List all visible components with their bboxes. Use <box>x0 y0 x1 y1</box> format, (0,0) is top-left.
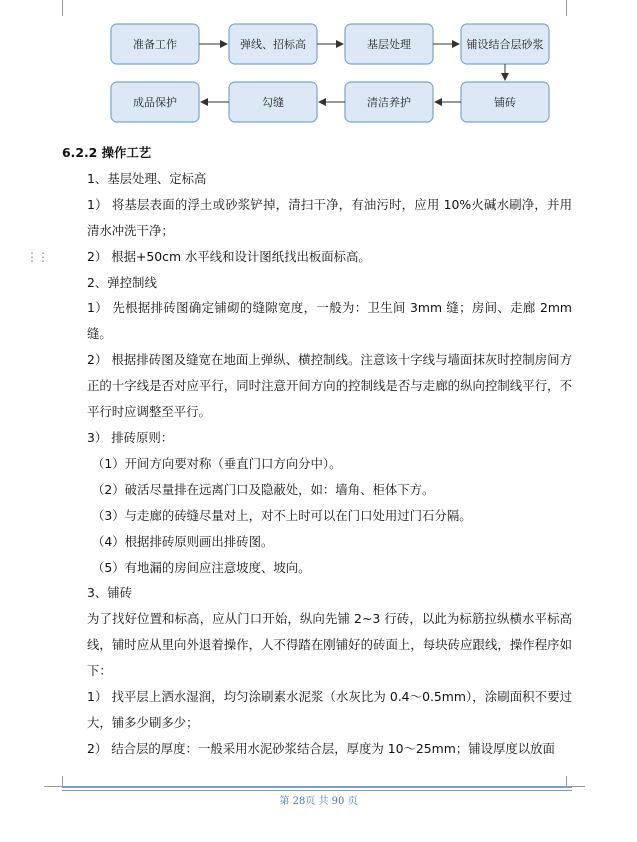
paragraph: 1、基层处理、定标高 <box>87 170 207 186</box>
flow-node-label: 勾缝 <box>262 96 284 109</box>
flow-node-label: 弹线、招标高 <box>240 38 306 51</box>
paragraph: 2） 根据+50cm 水平线和设计图纸找出板面标高。 <box>87 248 371 264</box>
flow-node-protection <box>111 82 199 122</box>
paragraph: 1） 先根据排砖图确定铺砌的缝隙宽度，一般为：卫生间 3mm 缝；房间、走廊 2mm 缝。 <box>87 300 572 342</box>
flow-node-base-treatment <box>345 24 433 64</box>
flow-node-line-marking <box>229 24 317 64</box>
flow-node-grouting <box>229 82 317 122</box>
process-flowchart <box>0 0 637 140</box>
corner-mark-bottom-left <box>44 776 63 787</box>
paragraph: 3、铺砖 <box>87 585 133 601</box>
page-number: 第 28页 共 90 页 <box>279 796 358 807</box>
flow-node-label: 铺砖 <box>494 96 516 109</box>
paragraph: 1） 将基层表面的浮土或砂浆铲掉，清扫干净，有油污时，应用 10%火碱水刷净，并用清水冲洗干净； <box>87 196 572 238</box>
flow-node-lay-tiles <box>461 82 549 122</box>
flow-node-clean-cure <box>345 82 433 122</box>
paragraph: 2） 结合层的厚度：一般采用水泥砂浆结合层，厚度为 10～25mm；铺设厚度以放面 <box>87 740 555 756</box>
list-item: （2）破活尽量排在远离门口及隐蔽处，如：墙角、柜体下方。 <box>92 481 435 497</box>
flow-node-bonding-mortar <box>461 24 549 64</box>
footer-rule <box>62 786 572 788</box>
paragraph: 2、弹控制线 <box>87 274 157 290</box>
list-item: （1）开间方向要对称（垂直门口方向分中）。 <box>92 455 342 471</box>
paragraph: 为了找好位置和标高，应从门口开始，纵向先铺 2~3 行砖，以此为标筋拉纵横水平标高线，铺时应从里向外退着操作，人不得踏在刚铺好的砖面上，每块砖应跟线，操作程序如下： <box>87 611 572 679</box>
flow-node-label: 准备工作 <box>133 38 177 51</box>
paragraph: 3） 排砖原则： <box>87 429 174 445</box>
document-body <box>62 140 572 762</box>
flow-node-label: 基层处理 <box>367 38 411 51</box>
footer-rule-thin <box>62 790 572 791</box>
list-item: （4）根据排砖原则画出排砖图。 <box>92 533 274 549</box>
list-item: （3）与走廊的砖缝尽量对上，对不上时可以在门口处用过门石分隔。 <box>92 507 472 523</box>
paragraph: 2） 根据排砖图及缝宽在地面上弹纵、横控制线。注意该十字线与墙面抹灰时控制房间方正的十字线是否对应平行，同时注意开间方向的控制线是否与走廊的纵向控制线平行，不平行时应调整至平行。 <box>87 352 572 420</box>
paragraph: 1） 找平层上洒水湿润，均匀涂刷素水泥浆（水灰比为 0.4～0.5mm），涂刷面积不要过大，铺多少刷多少； <box>87 689 572 730</box>
flow-node-label: 清洁养护 <box>367 96 411 109</box>
flow-node-label: 成品保护 <box>133 96 177 109</box>
section-heading: 6.2.2 操作工艺 <box>62 145 152 160</box>
flow-node-label: 铺设结合层砂浆 <box>466 38 544 51</box>
flow-node-prepare <box>111 24 199 64</box>
paragraph-drag-handle[interactable]: ⋮⋮ <box>26 250 48 264</box>
list-item: （5）有地漏的房间应注意坡度、坡向。 <box>92 559 311 575</box>
